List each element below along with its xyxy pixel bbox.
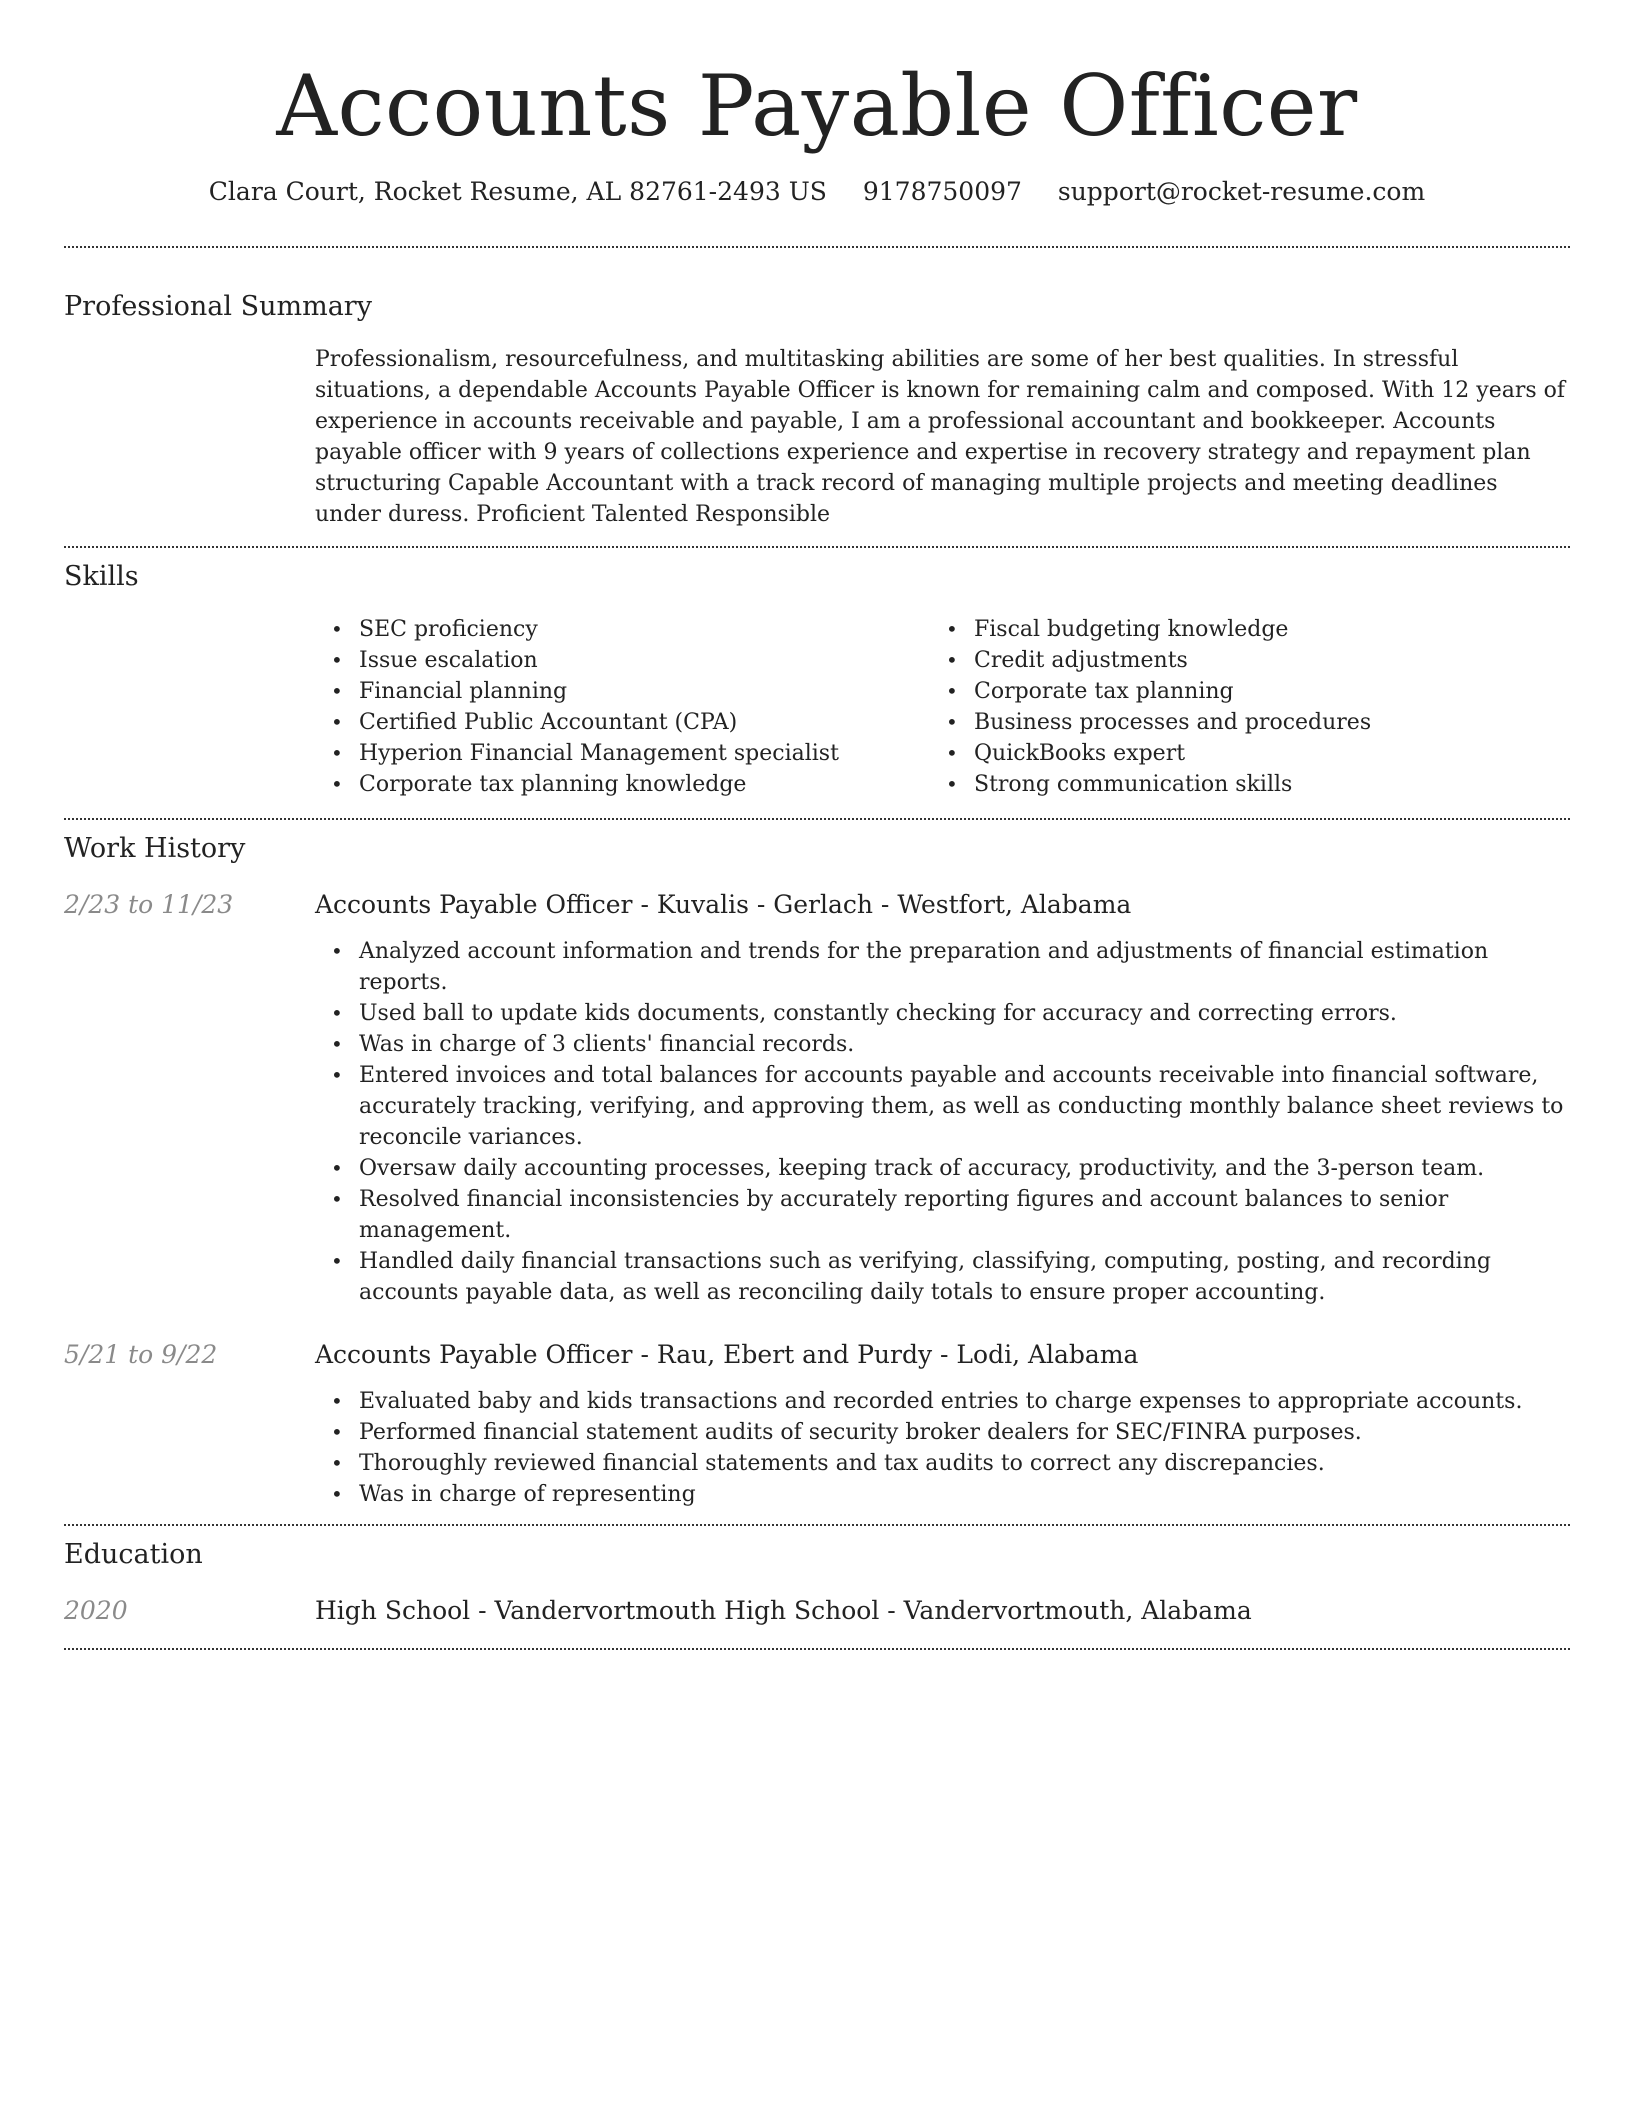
skill-item: • Credit adjustments bbox=[930, 645, 1545, 676]
job-entry bbox=[64, 888, 1570, 1308]
job-entry bbox=[64, 1338, 1570, 1510]
job-dates: 2/23 to 11/23 bbox=[64, 890, 234, 919]
summary-heading: Professional Summary bbox=[64, 291, 372, 322]
work-history-heading: Work History bbox=[64, 833, 246, 864]
job-heading: Accounts Payable Officer - Rau, Ebert and Purdy - Lodi, Alabama bbox=[315, 1340, 1139, 1369]
education-entry bbox=[64, 1594, 1570, 1628]
contact-phone: 9178750097 bbox=[862, 177, 1022, 206]
duty-item: • Performed financial statement audits of security broker dealers for SEC/FINRA purposes. bbox=[315, 1417, 1570, 1448]
contact-address: Clara Court, Rocket Resume, AL 82761-2493 US bbox=[208, 177, 827, 206]
skill-item: • Corporate tax planning bbox=[930, 676, 1545, 707]
skill-item: • Certified Public Accountant (CPA) bbox=[315, 707, 930, 738]
skills-section bbox=[64, 560, 1570, 800]
job-heading: Accounts Payable Officer - Kuvalis - Gerlach - Westfort, Alabama bbox=[315, 890, 1132, 919]
duty-item: • Was in charge of 3 clients' financial records. bbox=[315, 1029, 1570, 1060]
skill-item: • Business processes and procedures bbox=[930, 707, 1545, 738]
duty-item: • Thoroughly reviewed financial statements and tax audits to correct any discrepancies. bbox=[315, 1448, 1570, 1479]
summary-section bbox=[64, 290, 1570, 530]
divider bbox=[64, 246, 1570, 248]
job-dates: 5/21 to 9/22 bbox=[64, 1340, 218, 1369]
candidate-name: Accounts Payable Officer bbox=[276, 57, 1358, 155]
skill-item: • QuickBooks expert bbox=[930, 738, 1545, 769]
summary-text: Professionalism, resourcefulness, and multitasking abilities are some of her best qualities. In stressful situations, a dependable Accounts Payable Officer is known for remaining calm and composed. With 12 years of experience in accounts receivable and payable, I am a professional accountant and bookkeeper. Accounts payable officer with 9 years of collections experience and expertise in recovery strategy and repayment plan structuring Capable Accountant with a track record of managing multiple projects and meeting deadlines under duress. Proficient Talented Responsible bbox=[315, 347, 1566, 527]
skills-heading: Skills bbox=[64, 561, 139, 592]
divider bbox=[64, 546, 1570, 548]
education-section bbox=[64, 1538, 1570, 1628]
work-history-section bbox=[64, 832, 1570, 1510]
contact-line bbox=[64, 176, 1570, 208]
duty-item: • Was in charge of representing bbox=[315, 1479, 1570, 1510]
education-year: 2020 bbox=[64, 1596, 128, 1625]
skill-item: • Financial planning bbox=[315, 676, 930, 707]
duty-item: • Resolved financial inconsistencies by accurately reporting figures and account balances to senior management. bbox=[315, 1184, 1570, 1246]
duty-item: • Handled daily financial transactions such as verifying, classifying, computing, posting, and recording accounts payable data, as well as reconciling daily totals to ensure proper accounting. bbox=[315, 1246, 1570, 1308]
skill-item: • Fiscal budgeting knowledge bbox=[930, 614, 1545, 645]
skill-item: • Strong communication skills bbox=[930, 769, 1545, 800]
resume-header bbox=[64, 52, 1570, 208]
divider bbox=[64, 1524, 1570, 1526]
skills-list-left bbox=[315, 614, 930, 800]
duty-item: • Evaluated baby and kids transactions and recorded entries to charge expenses to appropriate accounts. bbox=[315, 1386, 1570, 1417]
contact-email: support@rocket-resume.com bbox=[1057, 177, 1426, 206]
skills-list-right bbox=[930, 614, 1545, 800]
duty-item: • Analyzed account information and trends for the preparation and adjustments of financial estimation reports. bbox=[315, 936, 1570, 998]
education-heading-line: High School - Vandervortmouth High School - Vandervortmouth, Alabama bbox=[315, 1596, 1252, 1625]
education-heading: Education bbox=[64, 1539, 203, 1570]
divider bbox=[64, 1648, 1570, 1650]
duty-item: • Used ball to update kids documents, constantly checking for accuracy and correcting errors. bbox=[315, 998, 1570, 1029]
divider bbox=[64, 818, 1570, 820]
skill-item: • Issue escalation bbox=[315, 645, 930, 676]
job-duties bbox=[315, 1386, 1570, 1510]
skill-item: • Corporate tax planning knowledge bbox=[315, 769, 930, 800]
skill-item: • SEC proficiency bbox=[315, 614, 930, 645]
duty-item: • Oversaw daily accounting processes, keeping track of accuracy, productivity, and the 3-person team. bbox=[315, 1153, 1570, 1184]
resume-page bbox=[64, 0, 1570, 1650]
job-duties bbox=[315, 936, 1570, 1308]
skill-item: • Hyperion Financial Management specialist bbox=[315, 738, 930, 769]
duty-item: • Entered invoices and total balances for accounts payable and accounts receivable into financial software, accurately tracking, verifying, and approving them, as well as conducting monthly balance sheet reviews to reconcile variances. bbox=[315, 1060, 1570, 1153]
